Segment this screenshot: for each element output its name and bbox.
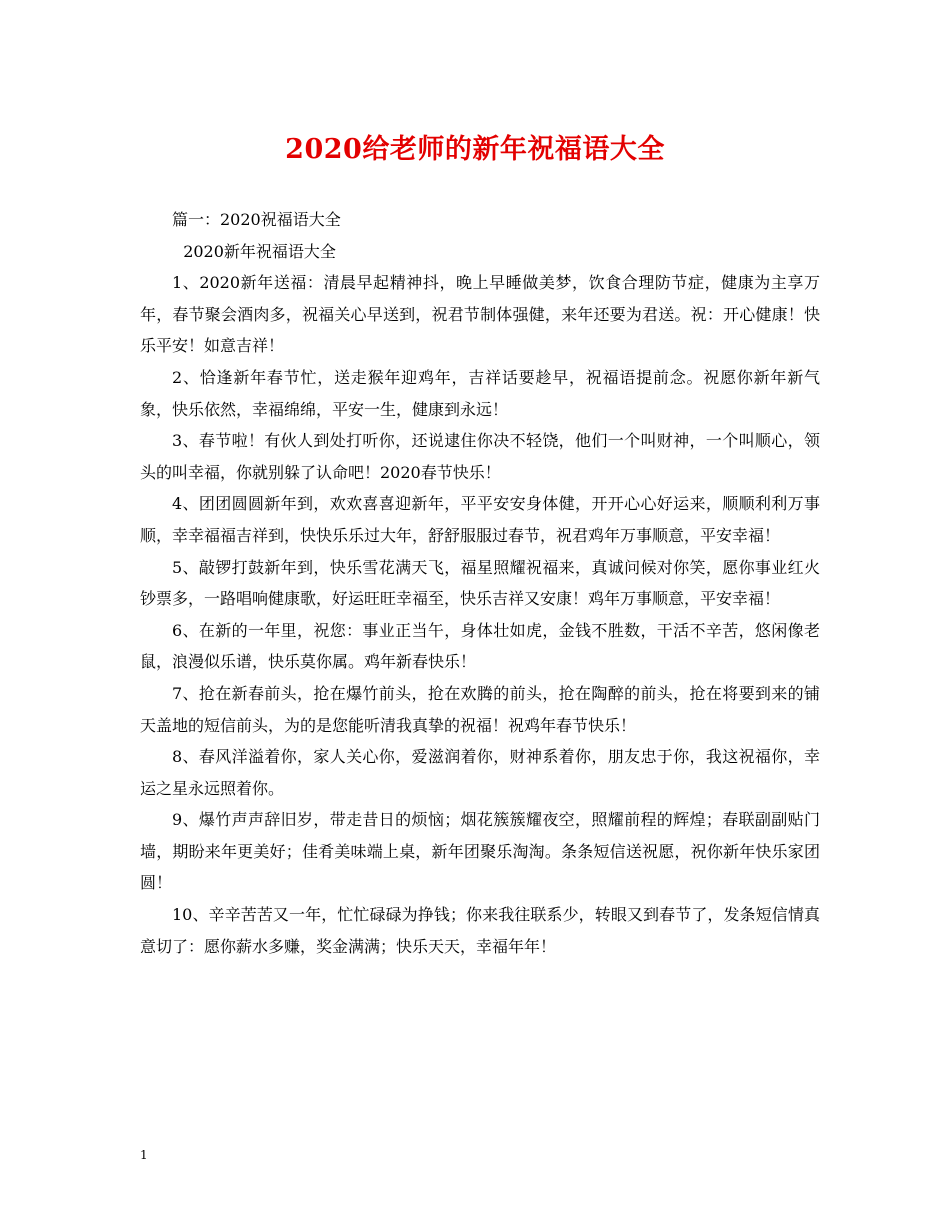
paragraph-5: 5、敲锣打鼓新年到，快乐雪花满天飞，福星照耀祝福来，真诚问候对你笑，愿你事业红火钞票多，一路唱响健康歌，好运旺旺幸福至，快乐吉祥又安康！鸡年万事顺意，平安幸福！ [140, 557, 820, 609]
document-body [140, 204, 820, 962]
paragraph-6: 6、在新的一年里，祝您：事业正当午，身体壮如虎，金钱不胜数，干活不辛苦，悠闲像老鼠，浪漫似乐谱，快乐莫你属。鸡年新春快乐！ [140, 620, 820, 672]
paragraph-2: 2、恰逢新年春节忙，送走猴年迎鸡年，吉祥话要趁早，祝福语提前念。祝愿你新年新气象，快乐依然，幸福绵绵，平安一生，健康到永远！ [140, 367, 820, 419]
paragraph-8: 8、春风洋溢着你，家人关心你，爱滋润着你，财神系着你，朋友忠于你，我这祝福你，幸运之星永远照着你。 [140, 747, 820, 798]
paragraph-10: 10、辛辛苦苦又一年，忙忙碌碌为挣钱；你来我往联系少，转眼又到春节了，发条短信情真意切了：愿你薪水多赚，奖金满满；快乐天天，幸福年年！ [140, 905, 820, 956]
paragraph-9: 9、爆竹声声辞旧岁，带走昔日的烦恼；烟花簇簇耀夜空，照耀前程的辉煌；春联副副贴门墙，期盼来年更美好；佳肴美味端上桌，新年团聚乐淘淘。条条短信送祝愿，祝你新年快乐家团圆！ [140, 810, 820, 893]
paragraph-3: 3、春节啦！有伙人到处打听你，还说逮住你决不轻饶，他们一个叫财神，一个叫顺心，领头的叫幸福，你就别躲了认命吧！2020春节快乐！ [140, 431, 820, 482]
document-title: 2020给老师的新年祝福语大全 [285, 134, 665, 165]
paragraph-4: 4、团团圆圆新年到，欢欢喜喜迎新年，平平安安身体健，开开心心好运来，顺顺利利万事顺，幸幸福福吉祥到，快快乐乐过大年，舒舒服服过春节，祝君鸡年万事顺意，平安幸福！ [140, 494, 820, 545]
page-number: 1 [140, 1148, 148, 1162]
paragraph-1: 1、2020新年送福：清晨早起精神抖，晚上早睡做美梦，饮食合理防节症，健康为主享万年，春节聚会酒肉多，祝福关心早送到，祝君节制体强健，来年还要为君送。祝：开心健康！快乐平安！如意吉祥！ [140, 273, 820, 356]
section-heading: 篇一：2020祝福语大全 [172, 210, 341, 229]
paragraph-7: 7、抢在新春前头，抢在爆竹前头，抢在欢腾的前头，抢在陶醉的前头，抢在将要到来的铺天盖地的短信前头，为的是您能听清我真挚的祝福！祝鸡年春节快乐！ [140, 683, 820, 735]
subheading: 2020新年祝福语大全 [183, 241, 336, 261]
